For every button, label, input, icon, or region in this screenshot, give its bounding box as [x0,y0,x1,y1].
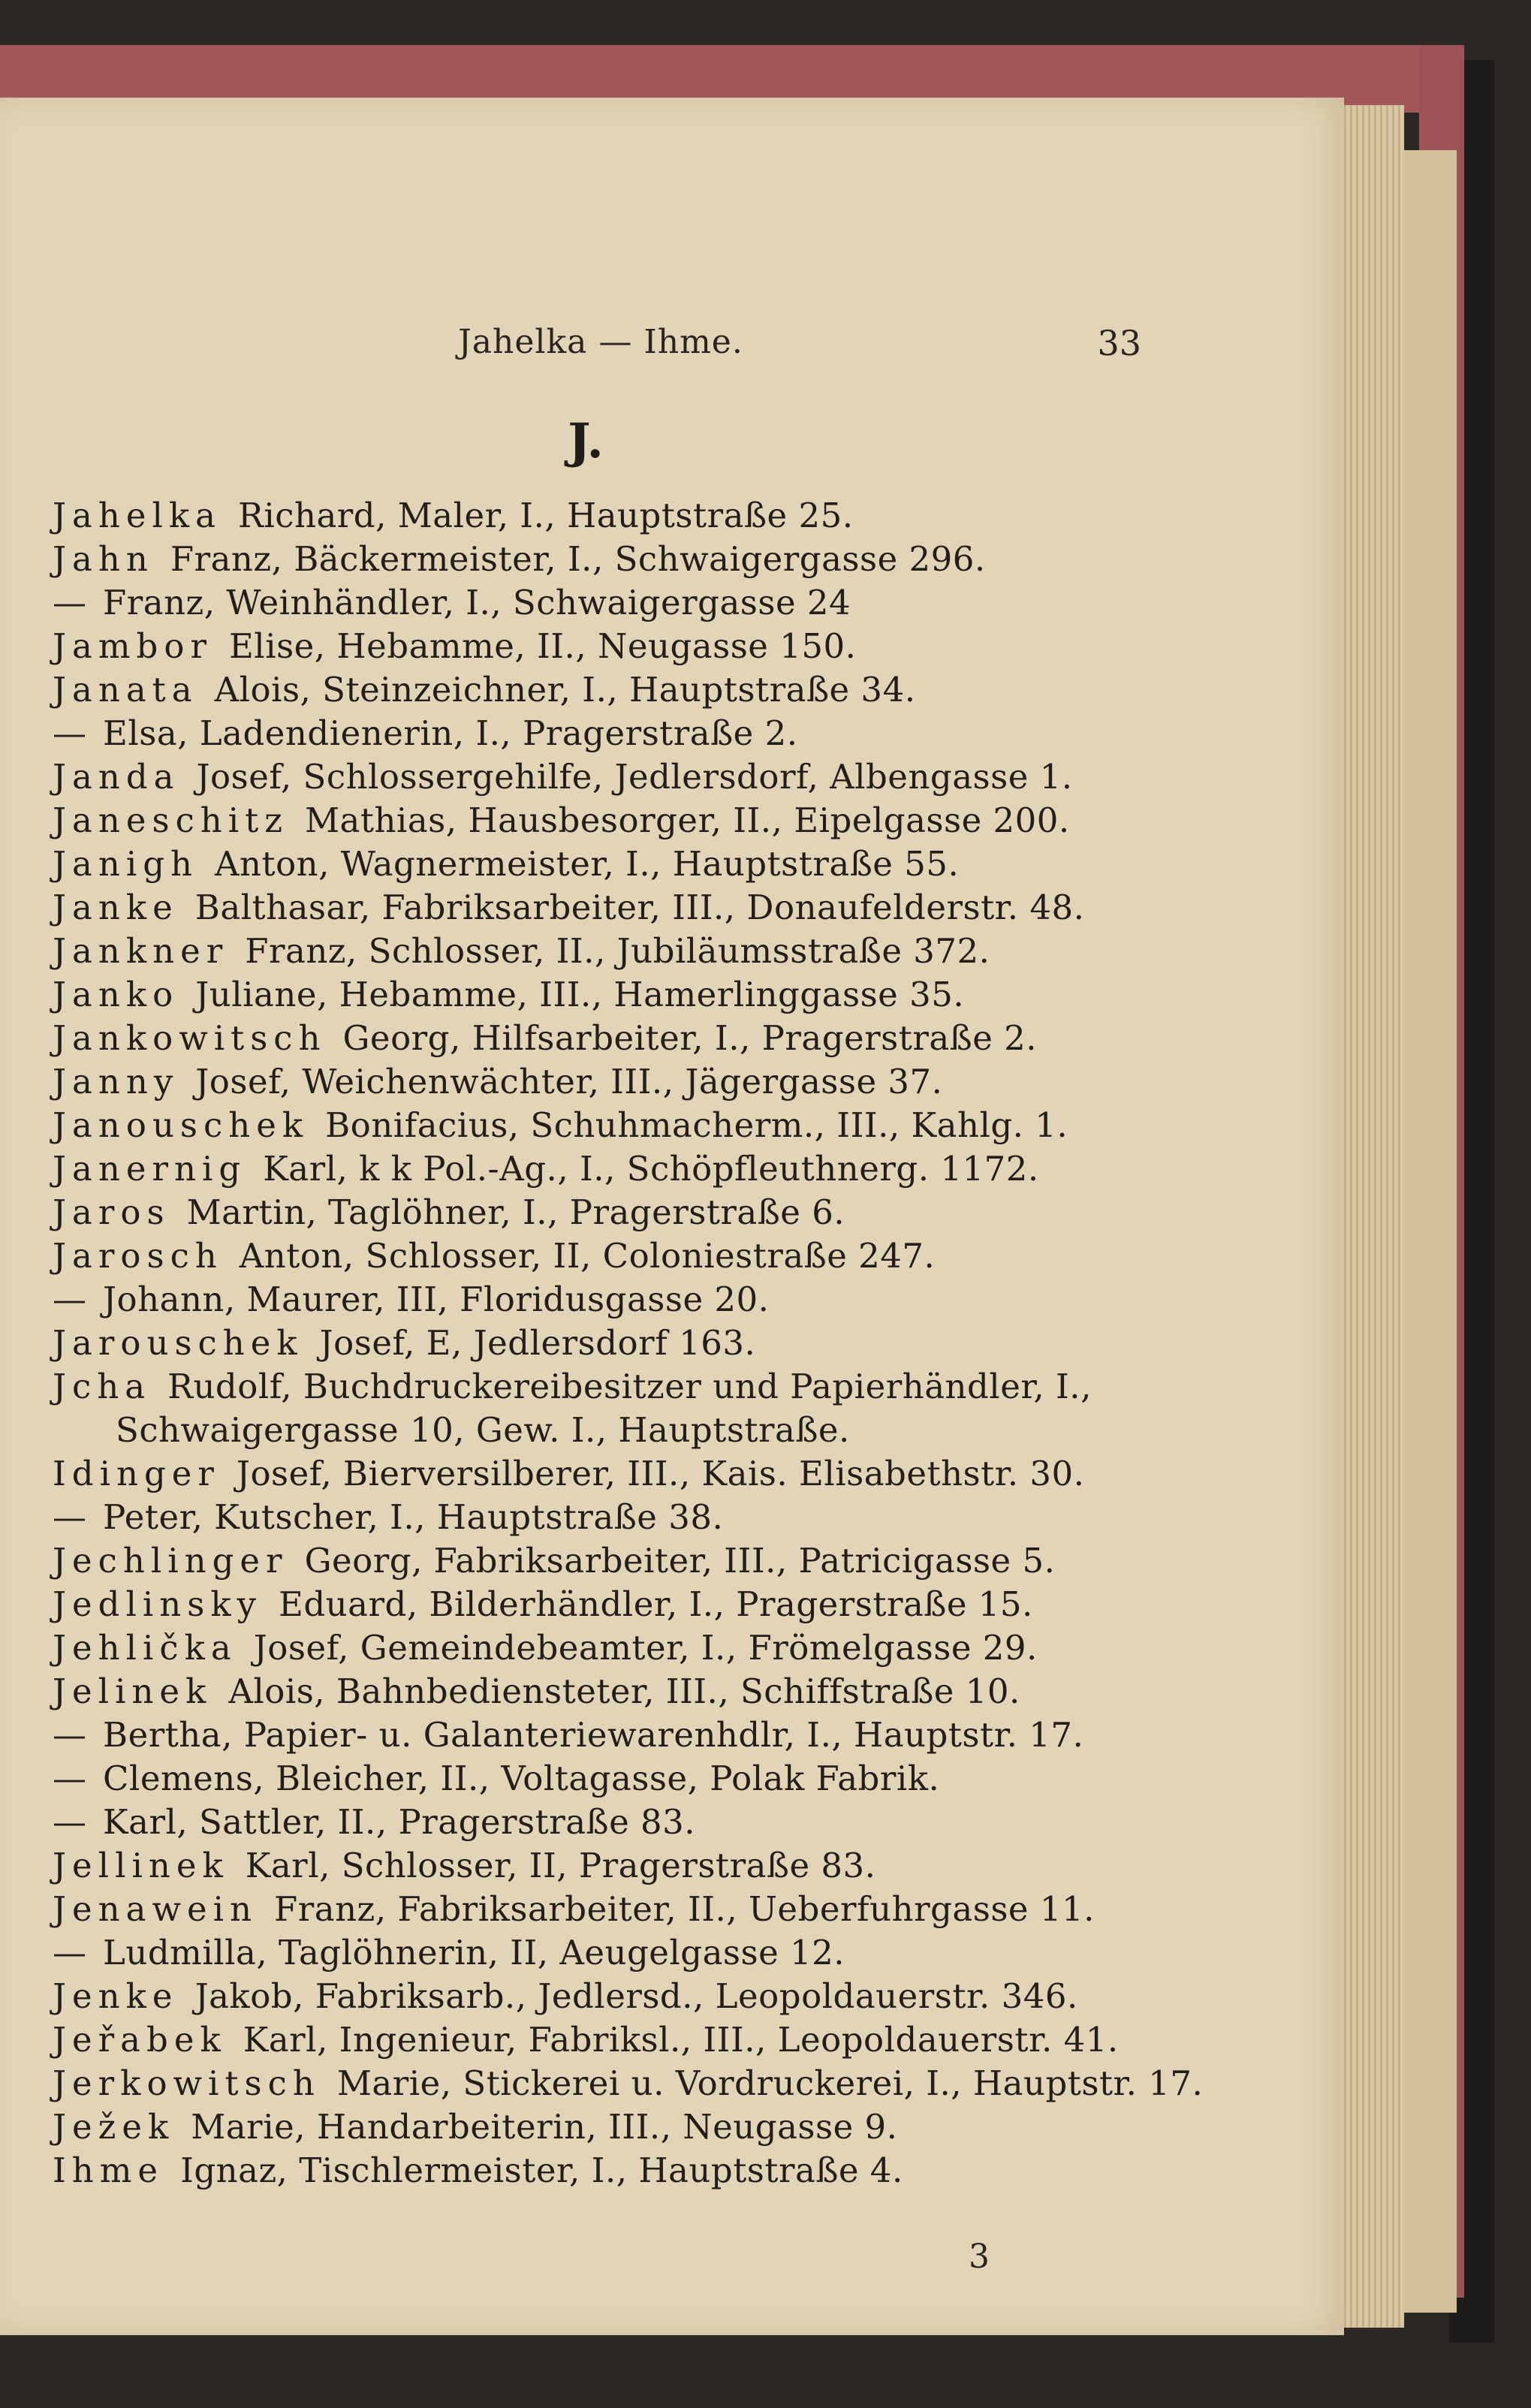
entry-details: Schwaigergasse 10, Gew. I., Hauptstraße. [116,1410,850,1450]
entry-details: Karl, Schlosser, II, Pragerstraße 83. [245,1846,876,1885]
directory-entry [53,1539,1134,1583]
directory-entry [53,2149,1134,2193]
directory-entry [53,1496,1134,1539]
entry-details: Josef, Bierversilberer, III., Kais. Elisabethstr. 30. [236,1454,1085,1493]
entry-details: Elise, Hebamme, II., Neugasse 150. [228,626,857,666]
entry-details: Karl, Sattler, II., Pragerstraße 83. [103,1802,696,1842]
entry-details: Alois, Steinzeichner, I., Hauptstraße 34. [214,670,916,710]
directory-entry [53,1278,1134,1322]
entry-surname: Jehlička [53,1628,237,1668]
entry-surname: Ježek [53,2107,175,2147]
entry-surname: Jelinek [53,1671,212,1711]
entry-details: Marie, Handarbeiterin, III., Neugasse 9. [191,2107,898,2147]
entry-surname: Jeřabek [53,2020,227,2060]
entry-details: Peter, Kutscher, I., Hauptstraße 38. [103,1497,724,1537]
directory-entry [53,1365,1134,1409]
entry-details: Karl, Ingenieur, Fabriksl., III., Leopoldauerstr. 41. [243,2020,1119,2060]
directory-entry [53,1583,1134,1626]
entry-surname: Janernig [53,1149,247,1189]
entry-surname: Jaros [53,1192,170,1232]
directory-entry [53,712,1134,755]
entry-details: Rudolf, Buchdruckereibesitzer und Papierhändler, I., [167,1367,1092,1406]
entry-surname: Jahn [53,539,154,579]
directory-entry [53,1626,1134,1670]
entry-dash: — [53,1802,86,1842]
entry-details: Josef, E, Jedlersdorf 163. [319,1323,756,1363]
entry-dash: — [53,583,86,622]
entry-surname: Jerkowitsch [53,2063,321,2103]
entry-details: Georg, Fabriksarbeiter, III., Patricigasse 5. [304,1541,1056,1581]
entry-dash: — [53,1933,86,1973]
directory-entry [53,755,1134,799]
entry-details: Josef, Weichenwächter, III., Jägergasse 37. [195,1062,943,1102]
entry-surname: Jenke [53,1976,179,2016]
entry-dash: — [53,713,86,753]
entry-surname: Janouschek [53,1105,309,1145]
directory-entry [53,1104,1134,1147]
entry-surname: Jellinek [53,1846,229,1885]
entry-surname: Jahelka [53,496,222,535]
entry-surname: Jankowitsch [53,1018,327,1058]
section-letter: J. [568,413,604,469]
directory-entry [53,2105,1134,2149]
entry-surname: Jechlinger [53,1541,288,1581]
entry-details: Georg, Hilfsarbeiter, I., Pragerstraße 2. [342,1018,1038,1058]
directory-entry [53,1757,1134,1801]
entry-surname: Janata [53,670,198,710]
directory-entry [53,973,1134,1017]
page-edge-tab [1397,150,1457,2313]
directory-entry [53,1409,1134,1452]
entry-details: Alois, Bahnbediensteter, III., Schiffstraße 10. [228,1671,1020,1711]
entry-details: Balthasar, Fabriksarbeiter, III., Donaufelderstr. 48. [194,888,1085,927]
directory-entry [53,581,1134,625]
directory-entry [53,1191,1134,1234]
entry-surname: Jambor [53,626,212,666]
entry-dash: — [53,1715,86,1755]
entry-details: Mathias, Hausbesorger, II., Eipelgasse 200. [304,800,1070,840]
entry-details: Anton, Wagnermeister, I., Hauptstraße 55. [215,844,960,884]
entry-surname: Jenawein [53,1889,258,1929]
entry-dash: — [53,1279,86,1319]
directory-entry [53,1670,1134,1713]
entry-surname: Idinger [53,1454,220,1493]
directory-entry [53,1452,1134,1496]
entry-surname: Janigh [53,844,199,884]
page-header [0,323,1344,368]
directory-entry [53,930,1134,973]
entry-details: Richard, Maler, I., Hauptstraße 25. [237,496,854,535]
directory-entry [53,2018,1134,2062]
directory-entry [53,886,1134,930]
entry-surname: Janko [53,975,179,1014]
entry-details: Franz, Bäckermeister, I., Schwaigergasse 296. [170,539,986,579]
directory-entries [53,494,1204,2193]
directory-entry [53,668,1134,712]
directory-entry [53,799,1134,842]
entry-details: Johann, Maurer, III, Floridusgasse 20. [103,1279,770,1319]
directory-entry [53,538,1134,581]
entry-details: Eduard, Bilderhändler, I., Pragerstraße 15. [279,1584,1033,1624]
directory-entry [53,1234,1134,1278]
running-title: Jahelka — Ihme. [458,323,743,361]
entry-surname: Jedlinsky [53,1584,263,1624]
entry-dash: — [53,1497,86,1537]
entry-surname: Jarosch [53,1236,223,1276]
entry-details: Josef, Gemeindebeamter, I., Frömelgasse 29. [253,1628,1038,1668]
book-page [0,98,1344,2335]
entry-details: Ignaz, Tischlermeister, I., Hauptstraße 4. [180,2150,903,2190]
entry-details: Marie, Stickerei u. Vordruckerei, I., Hauptstr. 17. [336,2063,1204,2103]
directory-entry [53,1017,1134,1060]
entry-surname: Jankner [53,931,229,971]
entry-details: Josef, Schlossergehilfe, Jedlersdorf, Albengasse 1. [196,757,1073,797]
directory-entry [53,625,1134,668]
entry-details: Bertha, Papier- u. Galanteriewarenhdlr, I., Hauptstr. 17. [103,1715,1084,1755]
entry-surname: Janda [53,757,180,797]
directory-entry [53,1844,1134,1888]
directory-entry [53,1888,1134,1931]
directory-entry [53,1147,1134,1191]
entry-surname: Jarouschek [53,1323,303,1363]
entry-details: Karl, k k Pol.-Ag., I., Schöpfleuthnerg. 1172. [263,1149,1039,1189]
entry-details: Anton, Schlosser, II, Coloniestraße 247. [239,1236,936,1276]
entry-surname: Janny [53,1062,179,1102]
entry-details: Franz, Schlosser, II., Jubiläumsstraße 372. [245,931,990,971]
entry-surname: Jcha [53,1367,152,1406]
directory-entry [53,1713,1134,1757]
entry-details: Jakob, Fabriksarb., Jedlersd., Leopoldauerstr. 346. [194,1976,1078,2016]
entry-details: Elsa, Ladendienerin, I., Pragerstraße 2. [103,713,798,753]
entry-surname: Ihme [53,2150,164,2190]
directory-entry [53,494,1134,538]
page-number: 33 [1097,323,1141,363]
entry-details: Ludmilla, Taglöhnerin, II, Aeugelgasse 12. [103,1933,845,1973]
entry-dash: — [53,1759,86,1798]
entry-details: Juliane, Hebamme, III., Hamerlinggasse 35. [195,975,965,1014]
directory-entry [53,842,1134,886]
directory-entry [53,1322,1134,1365]
directory-entry [53,2062,1204,2105]
entry-details: Martin, Taglöhner, I., Pragerstraße 6. [186,1192,845,1232]
directory-entry [53,1931,1134,1975]
entry-details: Bonifacius, Schuhmacherm., III., Kahlg. 1. [325,1105,1068,1145]
signature-mark: 3 [969,2238,990,2276]
entry-details: Clemens, Bleicher, II., Voltagasse, Polak Fabrik. [103,1759,940,1798]
entry-surname: Janke [53,888,179,927]
directory-entry [53,1801,1134,1844]
entry-surname: Janeschitz [53,800,288,840]
entry-details: Franz, Fabriksarbeiter, II., Ueberfuhrgasse 11. [274,1889,1095,1929]
directory-entry [53,1060,1134,1104]
directory-entry [53,1975,1134,2018]
entry-details: Franz, Weinhändler, I., Schwaigergasse 24 [103,583,851,622]
